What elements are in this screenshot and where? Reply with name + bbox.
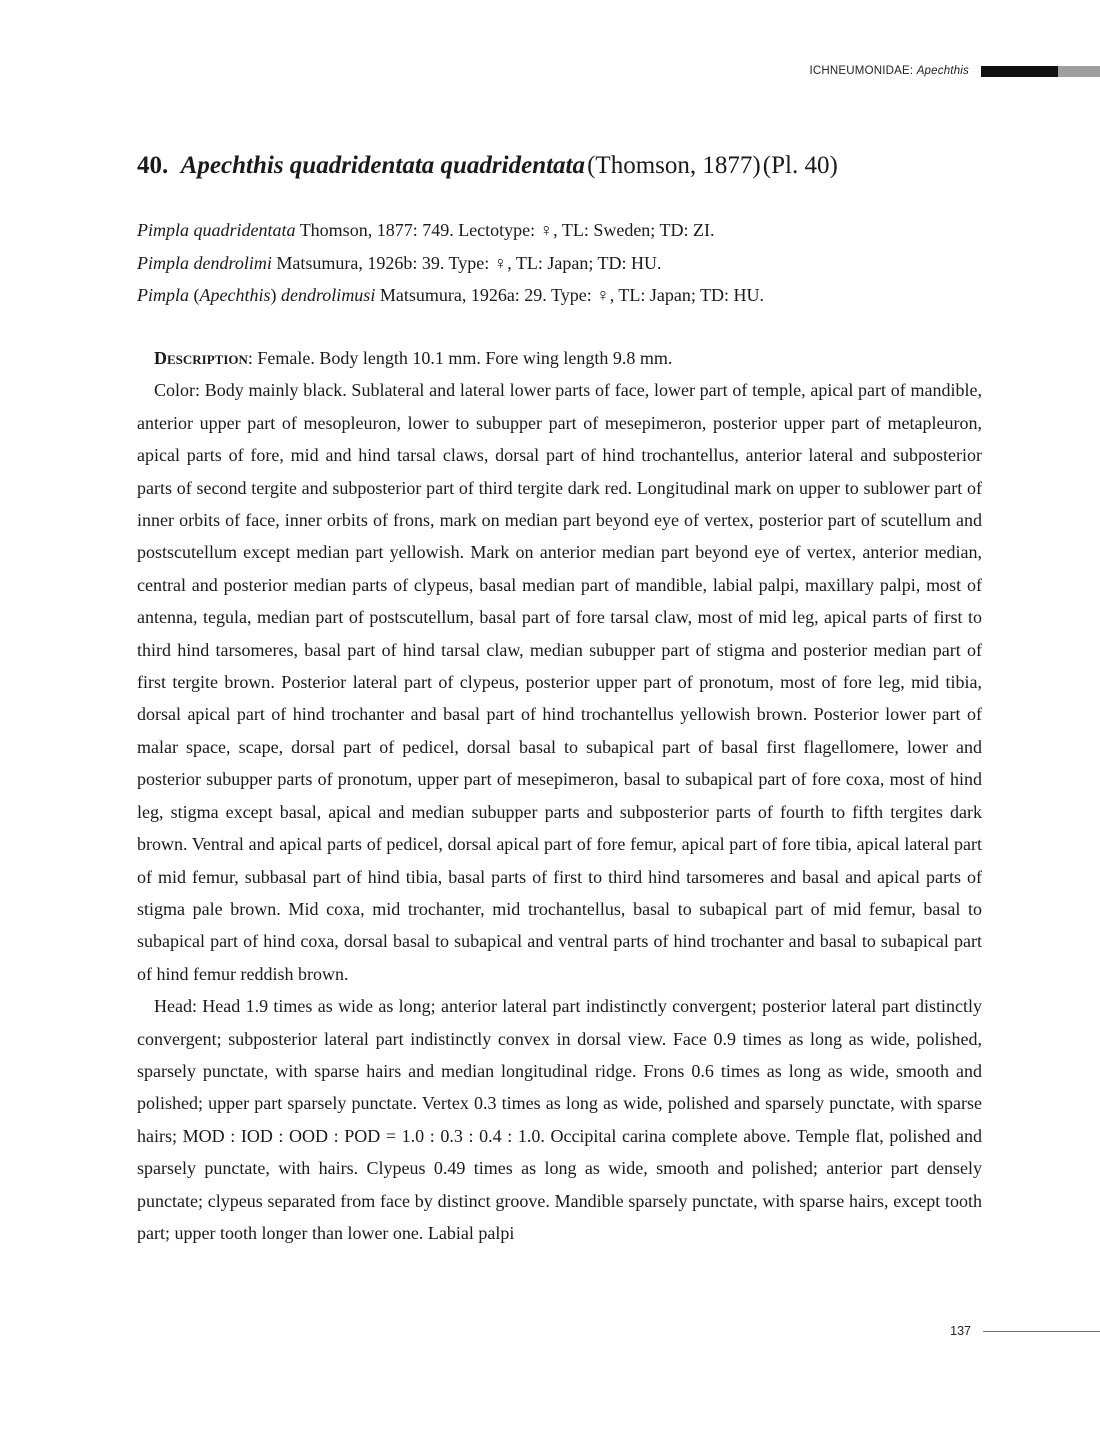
plate-reference: (Pl. 40) <box>762 152 838 179</box>
synonym-citation: Matsumura, 1926b: 39. Type: ♀, TL: Japan; TD: HU. <box>276 252 662 273</box>
description-body <box>137 342 982 1249</box>
running-head-text <box>810 65 969 77</box>
description-intro <box>137 342 982 374</box>
page-footer <box>950 1324 1100 1338</box>
synonym-paren-open: ( <box>193 285 200 305</box>
footer-rule <box>983 1331 1100 1332</box>
species-number: 40. <box>137 152 169 179</box>
synonym-genus: Pimpla <box>137 285 189 305</box>
running-head-bar-dark <box>981 66 1058 77</box>
running-head-genus: Apechthis <box>916 65 969 77</box>
description-intro-text: : Female. Body length 10.1 mm. Fore wing length 9.8 mm. <box>247 348 673 368</box>
synonym-species: dendrolimusi <box>280 285 376 305</box>
running-head-family: ICHNEUMONIDAE: <box>809 65 914 77</box>
synonym-citation: Thomson, 1877: 749. Lectotype: ♀, TL: Sweden; TD: ZI. <box>299 220 715 240</box>
description-heading: Description <box>154 348 248 368</box>
species-title <box>137 148 997 184</box>
synonym-paren-close: ) <box>270 285 277 305</box>
synonym-entry <box>137 279 997 312</box>
synonym-entry <box>137 247 997 280</box>
synonym-name: Pimpla dendrolimi <box>137 252 272 273</box>
synonym-subgenus: Apechthis <box>199 285 271 305</box>
running-head-bar-gray <box>1058 66 1100 77</box>
species-taxon: Apechthis quadridentata quadridentata <box>180 152 585 179</box>
color-paragraph: Color: Body mainly black. Sublateral and lateral lower parts of face, lower part of temple, apical part of mandible, anterior upper part of mesopleuron, lower to subupper part of mesepimeron, posterior upper part of metapleuron, apical parts of fore, mid and hind tarsal claws, dorsal part of hind trochantellus, anterior lateral and subposterior parts of second tergite and subposterior part of third tergite dark red. Longitudinal mark on upper to sublower part of inner orbits of face, inner orbits of frons, mark on median part beyond eye of vertex, posterior part of scutellum and postscutellum except median part yellowish. Mark on anterior median part beyond eye of vertex, anterior median, central and posterior median parts of clypeus, basal median part of mandible, labial palpi, maxillary palpi, most of antenna, tegula, median part of postscutellum, basal part of fore tarsal claw, most of mid leg, apical parts of first to third hind tarsomeres, basal part of hind tarsal claw, median subupper part of stigma and posterior median part of first tergite brown. Posterior lateral part of clypeus, posterior upper part of pronotum, most of fore leg, mid tibia, dorsal apical part of hind trochanter and basal part of hind trochantellus yellowish brown. Posterior lower part of malar space, scape, dorsal part of pedicel, dorsal basal to subapical part of basal first flagellomere, lower and posterior subupper parts of pronotum, upper part of mesepimeron, basal to subapical part of fore coxa, most of hind leg, stigma except basal, apical and median subupper parts and subposterior parts of fourth to fifth tergites dark brown. Ventral and apical parts of pedicel, dorsal apical part of fore femur, apical part of fore tibia, apical lateral part of mid femur, subbasal part of hind tibia, basal parts of first to third hind tarsomeres and basal and apical parts of stigma pale brown. Mid coxa, mid trochanter, mid trochantellus, basal to subapical part of mid femur, basal to subapical part of hind coxa, dorsal basal to subapical and ventral parts of hind trochanter and basal to subapical part of hind femur reddish brown. <box>137 380 982 984</box>
synonym-citation: Matsumura, 1926a: 29. Type: ♀, TL: Japan; TD: HU. <box>379 285 765 305</box>
head-paragraph: Head: Head 1.9 times as wide as long; anterior lateral part indistinctly convergent; posterior lateral part distinctly convergent; subposterior lateral part indistinctly convex in dorsal view. Face 0.9 times as long as wide, polished, sparsely punctate, with sparse hairs and median longitudinal ridge. Frons 0.6 times as long as wide, smooth and polished; upper part sparsely punctate. Vertex 0.3 times as long as wide, polished and sparsely punctate, with sparse hairs; MOD : IOD : OOD : POD = 1.0 : 0.3 : 0.4 : 1.0. Occipital carina complete above. Temple flat, polished and sparsely punctate, with hairs. Clypeus 0.49 times as long as wide, smooth and polished; anterior part densely punctate; clypeus separated from face by distinct groove. Mandible sparsely punctate, with sparse hairs, except tooth part; upper tooth longer than lower one. Labial palpi <box>137 996 982 1243</box>
page-number: 137 <box>950 1324 971 1338</box>
running-head <box>810 64 1100 78</box>
synonym-entry <box>137 214 997 247</box>
synonym-name: Pimpla quadridentata <box>137 220 296 240</box>
synonymy-list <box>137 214 997 312</box>
species-authority: (Thomson, 1877) <box>587 152 761 179</box>
